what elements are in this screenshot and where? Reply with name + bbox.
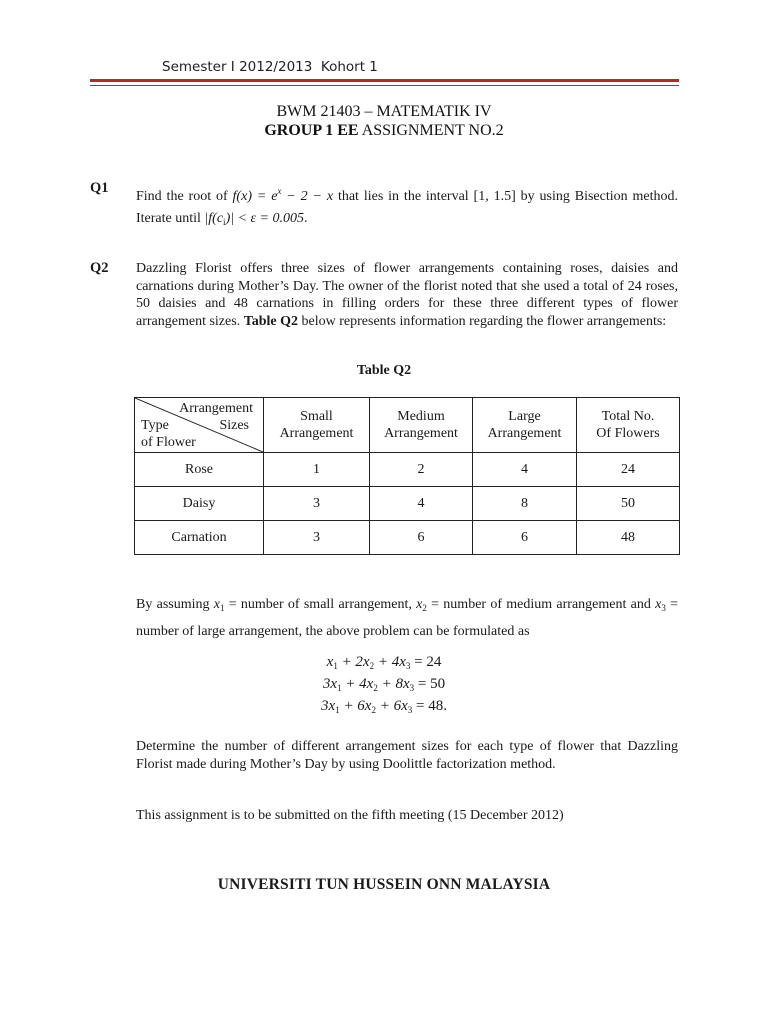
corner-type-label: Type xyxy=(141,418,169,433)
q1-text xyxy=(136,180,678,233)
q1-cond-right: )| < ε = 0.005 xyxy=(225,211,304,226)
var-x1-base: x xyxy=(213,597,220,612)
q2-intro xyxy=(136,260,678,330)
eq2-s2: 2 xyxy=(373,683,378,693)
semester-header: Semester I 2012/2013 Kohort 1 xyxy=(162,59,378,75)
table-cell: 3 xyxy=(264,487,370,521)
eq1-t1: x xyxy=(326,654,334,670)
table-cell: 48 xyxy=(577,521,680,555)
submission-note: This assignment is to be submitted on the fifth meeting (15 December 2012) xyxy=(136,808,564,823)
q1-cond-left: |f(c xyxy=(204,211,224,226)
equation-1 xyxy=(0,654,768,671)
eq1-s1: 1 xyxy=(333,661,338,671)
table-cell: 3 xyxy=(264,521,370,555)
header-medium-l1: Medium xyxy=(397,409,445,424)
eq1-s2: 2 xyxy=(369,661,375,671)
q1-text-b: that lies in the interval [1, 1.5] by using Bisection method. Iterate until xyxy=(136,189,679,226)
equation-2 xyxy=(0,676,768,693)
eq1-s3: 3 xyxy=(405,661,411,671)
eq3-s1: 1 xyxy=(335,705,340,715)
variable-definitions xyxy=(136,593,678,643)
table-cell: 2 xyxy=(370,453,473,487)
group-label: GROUP 1 EE xyxy=(264,122,359,139)
eq1-t3: + 4x xyxy=(374,654,406,670)
assume-text: By assuming xyxy=(136,597,210,612)
q1-text-a: Find the root of xyxy=(136,189,228,204)
q2-intro-bold: Table Q2 xyxy=(243,313,299,329)
eq2-s1: 1 xyxy=(337,683,342,693)
q1-number: Q1 xyxy=(90,180,109,196)
header-total-l2: Of Flowers xyxy=(596,426,660,441)
eq3-t1: 3x xyxy=(321,698,336,714)
university-name: UNIVERSITI TUN HUSSEIN ONN MALAYSIA xyxy=(217,876,551,893)
header-large-l2: Arrangement xyxy=(487,426,562,441)
var-x2-sub: 2 xyxy=(422,603,427,613)
flower-table xyxy=(134,397,680,555)
q1-func-exp: x xyxy=(277,186,282,196)
var-x2 xyxy=(416,597,427,612)
header-small-l1: Small xyxy=(300,409,333,424)
header-large xyxy=(473,398,577,453)
table-cell: 6 xyxy=(370,521,473,555)
header-small-l2: Arrangement xyxy=(279,426,354,441)
header-rule-thick xyxy=(90,79,679,82)
var-x1-sub: 1 xyxy=(219,603,225,613)
table-cell: 50 xyxy=(577,487,680,521)
corner-of-flower-label: of Flower xyxy=(141,435,196,450)
table-cell: 1 xyxy=(264,453,370,487)
q2-number: Q2 xyxy=(90,260,109,276)
header-medium-l2: Arrangement xyxy=(384,426,458,441)
table-corner-cell xyxy=(135,398,264,453)
var-x3-sub: 3 xyxy=(661,603,666,613)
corner-sizes-label: Sizes xyxy=(219,418,249,433)
header-small xyxy=(264,398,370,453)
table-row xyxy=(135,453,680,487)
eq2-s3: 3 xyxy=(409,683,415,693)
header-total-l1: Total No. xyxy=(601,409,655,424)
table-cell: 4 xyxy=(473,453,577,487)
eq2-t3: + 8x xyxy=(377,676,410,692)
assignment-title xyxy=(0,122,768,140)
assignment-label: ASSIGNMENT NO.2 xyxy=(358,122,504,139)
eq1-t2: + 2x xyxy=(337,654,370,670)
header-large-l1: Large xyxy=(508,409,541,424)
table-row xyxy=(135,521,680,555)
x1-definition: = number of small arrangement, xyxy=(224,597,412,612)
var-x3-base: x xyxy=(655,597,662,612)
eq2-t1: 3x xyxy=(322,676,338,692)
header-medium xyxy=(370,398,473,453)
eq3-t3: + 6x xyxy=(375,698,408,714)
table-row xyxy=(135,487,680,521)
q2-intro-a: Dazzling Florist offers three sizes of flower arrangements containing roses, daisies and carnations during Mother’s Day. The owner of the florist noted that she used a total of 24 roses, 50 daisies and 48 carnations in filling orders for these three different types of flower arrangement sizes. xyxy=(136,261,678,329)
eq3-t2: + 6x xyxy=(339,698,372,714)
table-title: Table Q2 xyxy=(356,363,412,378)
var-x2-base: x xyxy=(416,597,423,612)
eq3-s3: 3 xyxy=(407,705,413,715)
and-text: and xyxy=(630,597,651,612)
header-total xyxy=(577,398,680,453)
q1-func-base: f(x) = e xyxy=(232,189,278,204)
q1-text-end: . xyxy=(303,211,308,226)
eq2-rhs: = 50 xyxy=(414,676,446,692)
table-cell: 4 xyxy=(370,487,473,521)
var-x1 xyxy=(214,597,225,612)
row-label: Carnation xyxy=(135,521,264,555)
eq2-t2: + 4x xyxy=(341,676,374,692)
corner-arrangement-label: Arrangement xyxy=(179,401,253,416)
equation-3 xyxy=(0,698,768,715)
row-label: Daisy xyxy=(135,487,264,521)
eq3-rhs: = 48 xyxy=(412,698,444,714)
header-rule-thin xyxy=(90,85,679,86)
table-header-row xyxy=(135,398,680,453)
row-label: Rose xyxy=(135,453,264,487)
var-x3 xyxy=(655,597,666,612)
x3-definition: = number of large arrangement, the above problem can be formulated as xyxy=(136,597,679,639)
eq1-rhs: = 24 xyxy=(410,654,442,670)
course-title: BWM 21403 – MATEMATIK IV xyxy=(276,103,492,120)
x2-definition: = number of medium arrangement xyxy=(426,597,627,612)
q1-stop-condition xyxy=(204,211,304,226)
q1-function xyxy=(232,186,334,204)
q2-intro-b: below represents information regarding the flower arrangements: xyxy=(301,313,667,329)
table-cell: 6 xyxy=(473,521,577,555)
equations-end: . xyxy=(443,698,447,714)
table-cell: 24 xyxy=(577,453,680,487)
q1-cond-sub: i xyxy=(223,217,226,227)
determine-text: Determine the number of different arrangement sizes for each type of flower that Dazzling Florist made during Mother’s Day by using Doolittle factorization method. xyxy=(136,739,678,772)
table-cell: 8 xyxy=(473,487,577,521)
q1-func-tail: − 2 − x xyxy=(281,189,334,204)
eq3-s2: 2 xyxy=(371,705,376,715)
